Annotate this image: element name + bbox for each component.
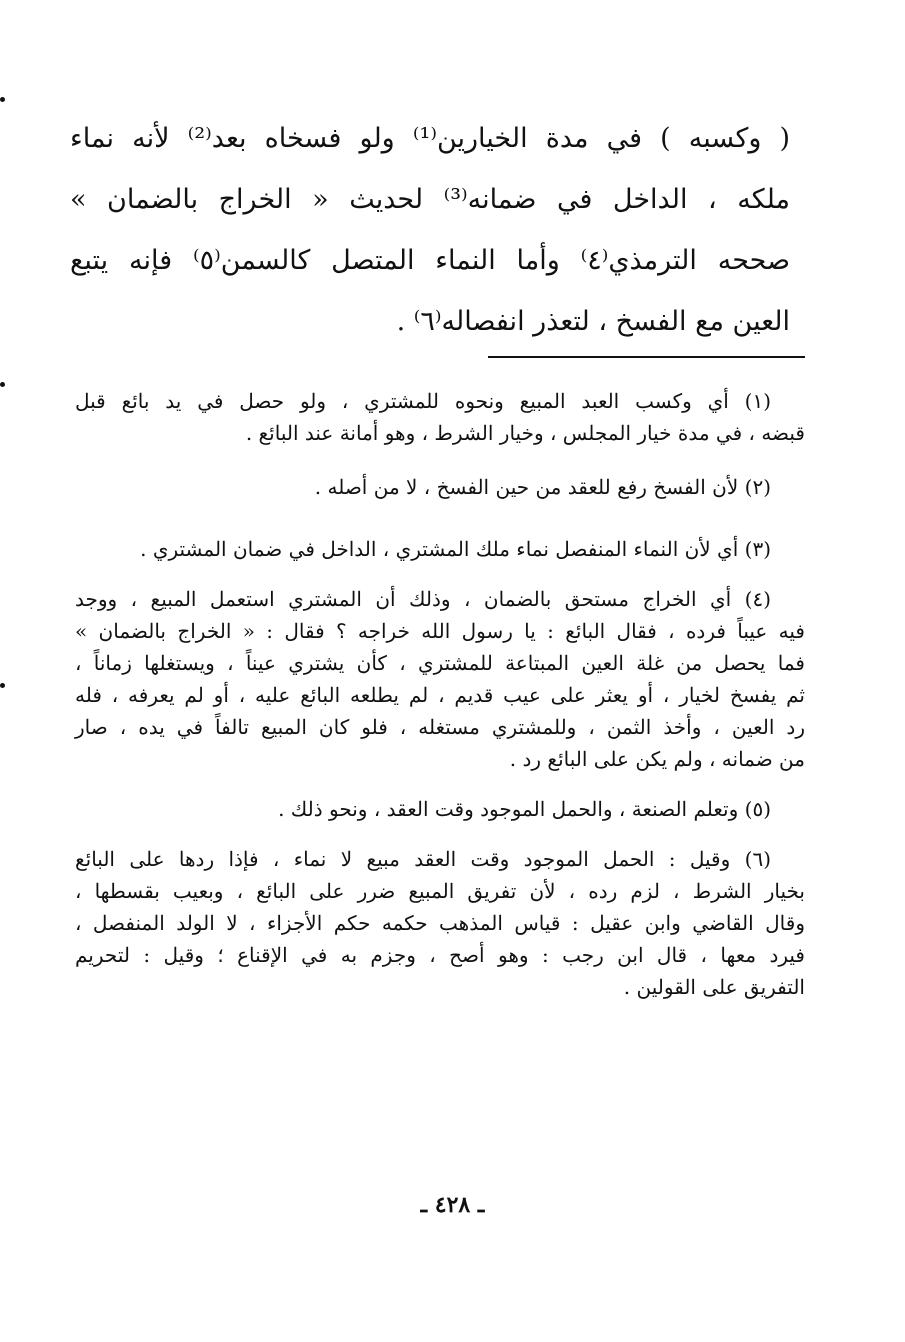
footnote-line: (٣) أي لأن النماء المنفصل نماء ملك المشتري ، الداخل في ضمان المشتري . — [140, 537, 771, 561]
footnotes — [75, 385, 805, 1021]
footnote-5 — [75, 793, 805, 825]
footnote-separator — [488, 356, 805, 358]
footnote-1 — [75, 385, 805, 449]
footnote-line: (٤) أي الخراج مستحق بالضمان ، وذلك أن المشتري استعمل المبيع ، ووجد — [75, 587, 771, 611]
main-text-line: ملكه ، الداخل في ضمانه⁽³⁾ لحديث « الخراج بالضمان » — [70, 184, 791, 215]
footnote-3 — [75, 533, 805, 565]
footnote-line: بخيار الشرط ، لزم رده ، لأن تفريق المبيع ضرر على البائع ، وبعيب بقسطها ، — [75, 879, 805, 903]
main-text-line: ( وكسبه ) في مدة الخيارين⁽¹⁾ ولو فسخاه بعد⁽²⁾ لأنه نماء — [70, 123, 791, 154]
footnote-line: فما يحصل من غلة العين المبتاعة للمشتري ، كأن يشتري عيناً ، ويستغلها زماناً ، — [75, 651, 805, 675]
main-text-line: صححه الترمذي⁽٤⁾ وأما النماء المتصل كالسمن⁽٥⁾ فإنه يتبع — [70, 245, 790, 276]
footnote-line: من ضمانه ، ولم يكن على البائع رد . — [509, 747, 805, 771]
footnote-line: قبضه ، في مدة خيار المجلس ، وخيار الشرط ، وهو أمانة عند البائع . — [245, 421, 805, 445]
footnote-line: ثم يفسخ لخيار ، أو يعثر على عيب قديم ، لم يطلعه البائع عليه ، أو لم يعرفه ، فله — [75, 683, 805, 707]
footnote-line: رد العين ، وأخذ الثمن ، وللمشتري مستغله ، فلو كان المبيع تالفاً في يده ، صار — [75, 715, 805, 739]
footnote-line: فيرد معها ، قال ابن رجب : وهو أصح ، وجزم به في الإقناع ؛ وقيل : لتحريم — [75, 943, 805, 967]
footnote-2 — [75, 471, 805, 503]
footnote-line: (٥) وتعلم الصنعة ، والحمل الموجود وقت العقد ، ونحو ذلك . — [278, 797, 771, 821]
footnote-6 — [75, 843, 805, 1003]
main-text-line: العين مع الفسخ ، لتعذر انفصاله⁽٦⁾ . — [396, 306, 790, 337]
margin-mark — [0, 97, 5, 102]
page-number: ـ ٤٢٨ ـ — [420, 1192, 485, 1218]
footnote-line: (٢) لأن الفسخ رفع للعقد من حين الفسخ ، لا من أصله . — [314, 475, 771, 499]
footnote-line: فيه عيباً فرده ، فقال البائع : يا رسول الله خراجه ؟ فقال : « الخراج بالضمان » — [75, 619, 805, 643]
footnote-line: التفريق على القولين . — [623, 975, 805, 999]
margin-mark — [0, 683, 5, 688]
footnote-line: وقال القاضي وابن عقيل : قياس المذهب حكمه حكم الأجزاء ، لا الولد المنفصل ، — [75, 911, 805, 935]
footnote-line: (١) أي وكسب العبد المبيع ونحوه للمشتري ، ولو حصل في يد بائع قبل — [75, 389, 771, 413]
margin-mark — [0, 382, 5, 387]
footnote-4 — [75, 583, 805, 775]
footnote-line: (٦) وقيل : الحمل الموجود وقت العقد مبيع لا نماء ، فإذا ردها على البائع — [75, 847, 771, 871]
main-text — [70, 108, 790, 352]
